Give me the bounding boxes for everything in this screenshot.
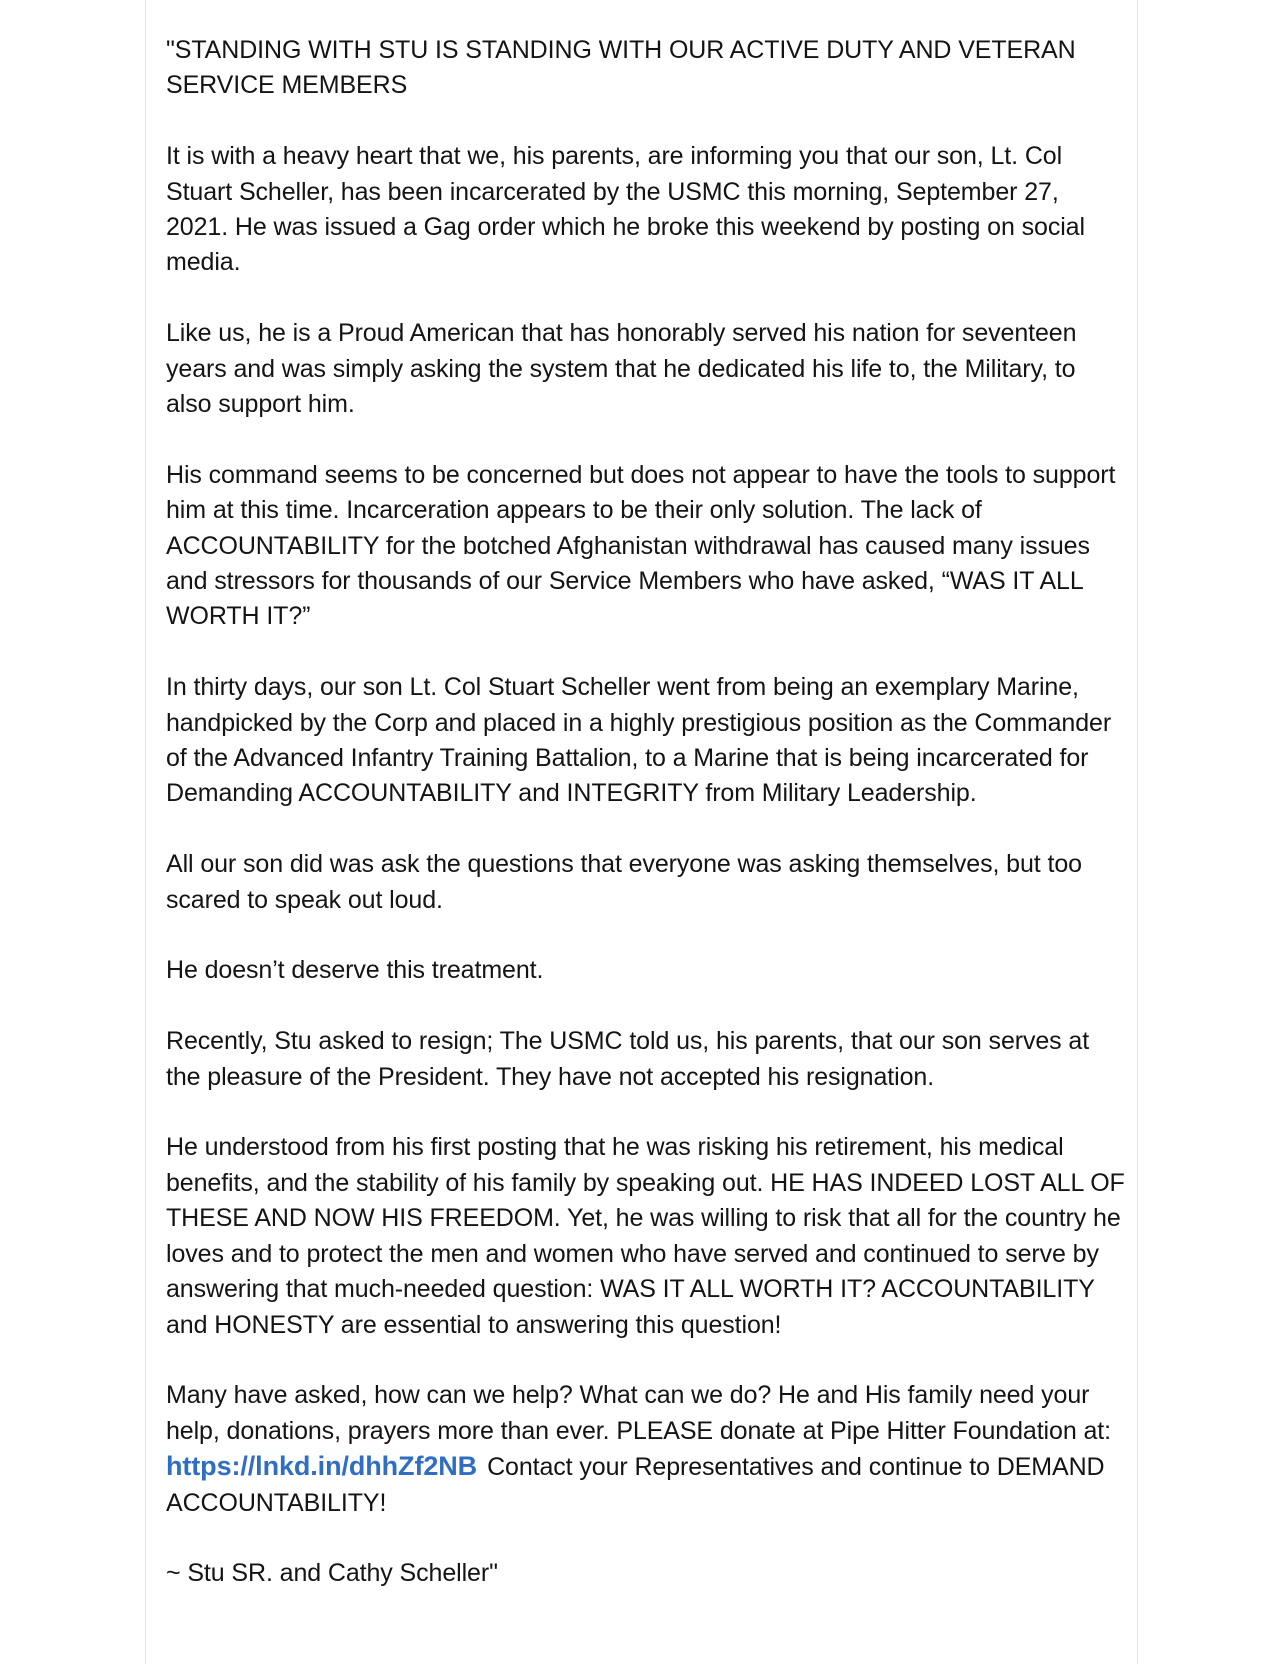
post-card <box>145 0 1138 1664</box>
post-paragraph-proud-american: Like us, he is a Proud American that has honorably served his nation for seventeen years and was simply asking the system that he dedicated his life to, the Military, to also support him. <box>166 319 1077 419</box>
donation-link[interactable]: https://lnkd.in/dhhZf2NB <box>166 1451 478 1482</box>
help-text-after-link: Contact your Representatives and continue to DEMAND ACCOUNTABILITY! <box>166 1453 1105 1517</box>
post-paragraph-thirty-days: In thirty days, our son Lt. Col Stuart Scheller went from being an exemplary Marine, handpicked by the Corp and placed in a highly prestigious position as the Commander of the Advanced Infantry Training Battalion, to a Marine that is being incarcerated for Demanding ACCOUNTABILITY and INTEGRITY from Military Leadership. <box>166 673 1112 808</box>
help-text-before-link: Many have asked, how can we help? What can we do? He and His family need your help, donations, prayers more than ever. PLEASE donate at Pipe Hitter Foundation at: <box>166 1381 1111 1445</box>
post-paragraph-help <box>166 1378 1126 1521</box>
post-paragraph-incarceration: It is with a heavy heart that we, his parents, are informing you that our son, Lt. Col Stuart Scheller, has been incarcerated by the USMC this morning, September 27, 2021. He was issued a Gag order which he broke this weekend by posting on social media. <box>166 142 1085 277</box>
post-signature: ~ Stu SR. and Cathy Scheller" <box>166 1559 498 1588</box>
post-paragraph-risk: He understood from his first posting that he was risking his retirement, his medical benefits, and the stability of his family by speaking out. HE HAS INDEED LOST ALL OF THESE AND NOW HIS FREEDOM. Yet, he was willing to risk that all for the country he loves and to protect the men and women who have served and continued to serve by answering that much-needed question: WAS IT ALL WORTH IT? ACCOUNTABILITY and HONESTY are essential to answering this question! <box>166 1133 1125 1339</box>
post-paragraph-resign: Recently, Stu asked to resign; The USMC told us, his parents, that our son serves at the pleasure of the President. They have not accepted his resignation. <box>166 1027 1090 1091</box>
post-body <box>166 33 1126 1592</box>
post-heading: "STANDING WITH STU IS STANDING WITH OUR ACTIVE DUTY AND VETERAN SERVICE MEMBERS <box>166 36 1076 100</box>
post-paragraph-command: His command seems to be concerned but does not appear to have the tools to support him at this time. Incarceration appears to be their only solution. The lack of ACCOUNTABILITY for the botched Afghanistan withdrawal has caused many issues and stressors for thousands of our Service Members who have asked, “WAS IT ALL WORTH IT?” <box>166 460 1116 631</box>
post-paragraph-questions: All our son did was ask the questions that everyone was asking themselves, but too scared to speak out loud. <box>166 850 1082 914</box>
post-paragraph-treatment: He doesn’t deserve this treatment. <box>166 956 544 985</box>
